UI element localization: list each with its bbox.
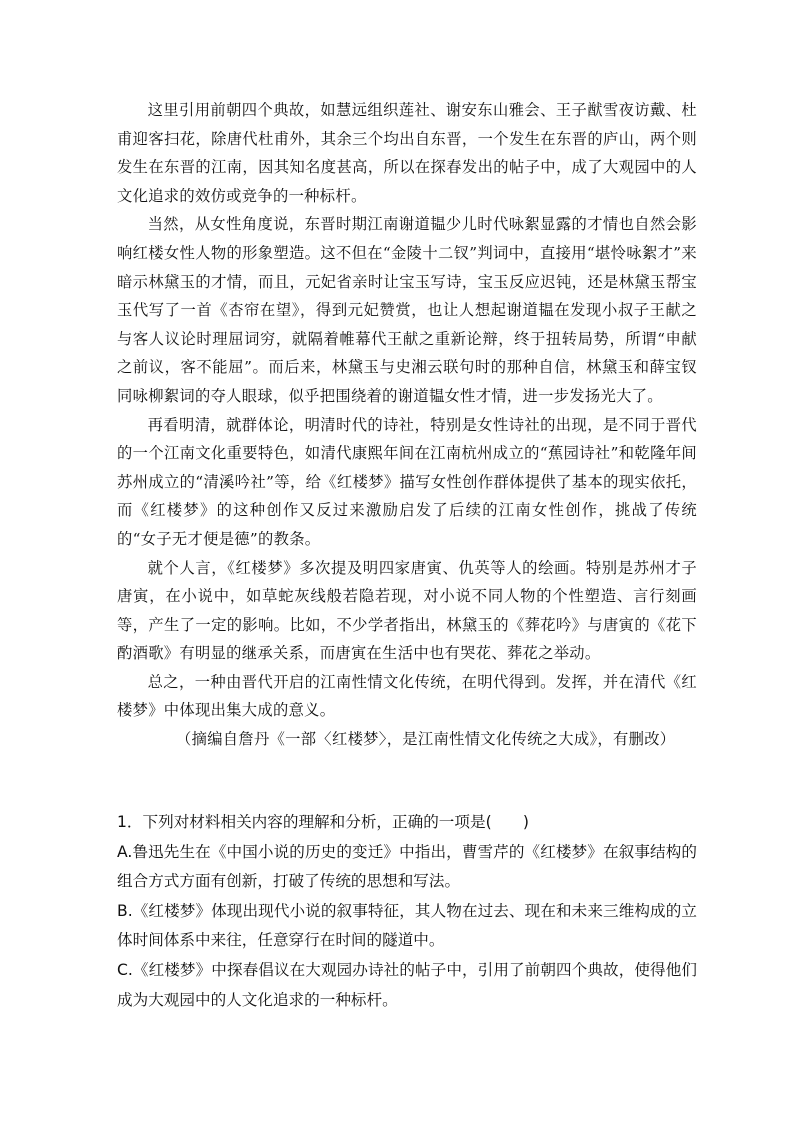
- source-citation: （摘编自詹丹《一部〈红楼梦〉，是江南性情文化传统之大成》，有删改）: [176, 730, 676, 749]
- question-section: [117, 808, 697, 1015]
- paragraph-ming-qing-poetry-clubs: 再看明清，就群体论，明清时代的诗社，特别是女性诗社的出现，是不同于晋代的一个江南文化重要特色，如清代康熙年间在江南杭州成立的“蕉园诗社”和乾隆年间苏州成立的“清溪吟社”等，给《红楼梦》描写女性创作群体提供了基本的现实依托，而《红楼梦》的这种创作又反过来激励启发了后续的江南女性创作，挑战了传统的“女子无才便是德”的教条。: [117, 415, 697, 548]
- paragraph-allusions: 这里引用前朝四个典故，如慧远组织莲社、谢安东山雅会、王子猷雪夜访戴、杜甫迎客扫花，除唐代杜甫外，其余三个均出自东晋，一个发生在东晋的庐山，两个则发生在东晋的江南，因其知名度甚高，所以在探春发出的帖子中，成了大观园中的人文化追求的效仿或竞争的一种标杆。: [117, 101, 697, 205]
- paragraph-conclusion: 总之，一种由晋代开启的江南性情文化传统，在明代得到。发挥，并在清代《红楼梦》中体现出集大成的意义。: [117, 672, 697, 720]
- option-b: B.《红楼梦》体现出现代小说的叙事特征，其人物在过去、现在和未来三维构成的立体时间体系中来往，任意穿行在时间的隧道中。: [117, 901, 697, 950]
- option-a: A.鲁迅先生在《中国小说的历史的变迁》中指出，曹雪芹的《红楼梦》在叙事结构的组合方式方面有创新，打破了传统的思想和写法。: [117, 842, 697, 891]
- reading-passage: [117, 96, 697, 754]
- option-c: C.《红楼梦》中探春倡议在大观园办诗社的帖子中，引用了前朝四个典故，使得他们成为大观园中的人文化追求的一种标杆。: [117, 960, 697, 1009]
- paragraph-tang-yin: 就个人言，《红楼梦》多次提及明四家唐寅、仇英等人的绘画。特别是苏州才子唐寅，在小说中，如草蛇灰线般若隐若现，对小说不同人物的个性塑造、言行刻画等，产生了一定的影响。比如，不少学者指出，林黛玉的《葬花吟》与唐寅的《花下酌酒歌》有明显的继承关系，而唐寅在生活中也有哭花、葬花之举动。: [117, 558, 697, 663]
- paragraph-xie-daoyun: 当然，从女性角度说，东晋时期江南谢道韫少儿时代咏絮显露的才情也自然会影响红楼女性人物的形象塑造。这不但在“金陵十二钗”判词中，直接用“堪怜咏絮才”来暗示林黛玉的才情，而且，元妃省亲时让宝玉写诗，宝玉反应迟钝，还是林黛玉帮宝玉代写了一首《杏帘在望》，得到元妃赞赏，也让人想起谢道韫在发现小叔子王献之与客人议论时理屈词穷，就隔着帷幕代王献之重新论辩，终于扭转局势，所谓“申献之前议，客不能屈”。而后来，林黛玉与史湘云联句时的那种自信，林黛玉和薛宝钗同咏柳絮词的夺人眼球，似乎把围绕着的谢道韫女性才情，进一步发扬光大了。: [117, 215, 697, 405]
- question-1-stem: 1．下列对材料相关内容的理解和分析，正确的一项是( ): [117, 813, 529, 831]
